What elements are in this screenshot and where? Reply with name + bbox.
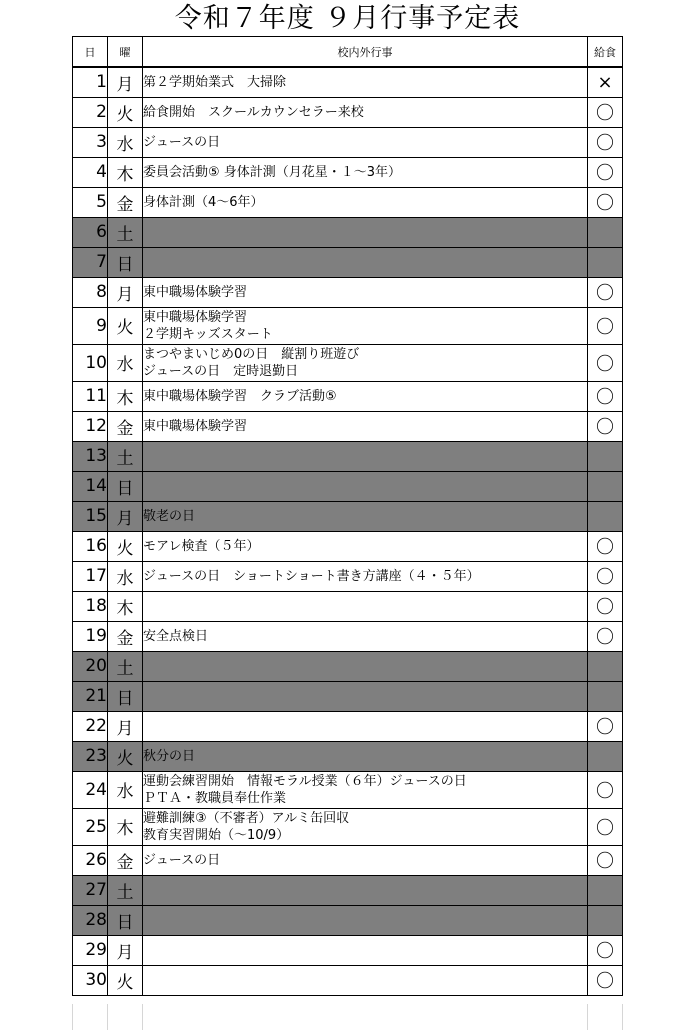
events-cell <box>143 681 588 711</box>
lunch-cell: 〇 <box>588 845 623 875</box>
header-day: 日 <box>73 37 108 68</box>
events-cell: 東中職場体験学習 クラブ活動⑤ <box>143 381 588 411</box>
lunch-cell: 〇 <box>588 157 623 187</box>
day-cell: 12 <box>73 411 108 441</box>
schedule-row <box>73 808 623 845</box>
weekday-cell: 水 <box>108 771 143 808</box>
lunch-cell <box>588 501 623 531</box>
day-cell: 15 <box>73 501 108 531</box>
events-cell: 身体計測（4～6年） <box>143 187 588 217</box>
weekday-cell: 火 <box>108 531 143 561</box>
schedule-row <box>73 905 623 935</box>
schedule-row <box>73 127 623 157</box>
events-cell: 秋分の日 <box>143 741 588 771</box>
header-row <box>73 37 623 68</box>
events-cell: 安全点検日 <box>143 621 588 651</box>
events-cell: 敬老の日 <box>143 501 588 531</box>
schedule-row <box>73 531 623 561</box>
day-cell: 25 <box>73 808 108 845</box>
lunch-cell <box>588 441 623 471</box>
weekday-cell: 月 <box>108 501 143 531</box>
events-cell <box>143 935 588 965</box>
weekday-cell: 月 <box>108 711 143 741</box>
weekday-cell: 水 <box>108 344 143 381</box>
lunch-cell: 〇 <box>588 277 623 307</box>
day-cell: 16 <box>73 531 108 561</box>
day-cell: 30 <box>73 965 108 995</box>
weekday-cell: 火 <box>108 307 143 344</box>
header-weekday: 曜 <box>108 37 143 68</box>
day-cell: 18 <box>73 591 108 621</box>
schedule-row <box>73 307 623 344</box>
weekday-cell: 月 <box>108 67 143 97</box>
weekday-cell: 火 <box>108 965 143 995</box>
events-cell: モアレ検査（５年） <box>143 531 588 561</box>
page-title: 令和７年度 ９月行事予定表 <box>174 3 521 34</box>
lunch-cell: 〇 <box>588 965 623 995</box>
lunch-cell: 〇 <box>588 307 623 344</box>
day-cell: 20 <box>73 651 108 681</box>
schedule-row <box>73 621 623 651</box>
schedule-row <box>73 187 623 217</box>
schedule-row <box>73 157 623 187</box>
weekday-cell: 木 <box>108 157 143 187</box>
events-cell: ジュースの日 ショートショート書き方講座（４・５年） <box>143 561 588 591</box>
day-cell: 27 <box>73 875 108 905</box>
events-cell <box>143 651 588 681</box>
day-cell: 1 <box>73 67 108 97</box>
events-cell: 避難訓練③（不審者）アルミ缶回収 教育実習開始（～10/9） <box>143 808 588 845</box>
schedule-row <box>73 277 623 307</box>
events-cell: ジュースの日 <box>143 127 588 157</box>
schedule-table <box>72 36 623 996</box>
schedule-row <box>73 67 623 97</box>
day-cell: 22 <box>73 711 108 741</box>
lunch-cell <box>588 651 623 681</box>
weekday-cell: 日 <box>108 905 143 935</box>
events-cell <box>143 875 588 905</box>
day-cell: 4 <box>73 157 108 187</box>
events-cell <box>143 905 588 935</box>
day-cell: 19 <box>73 621 108 651</box>
schedule-row <box>73 771 623 808</box>
weekday-cell: 水 <box>108 561 143 591</box>
day-cell: 24 <box>73 771 108 808</box>
lunch-cell: 〇 <box>588 561 623 591</box>
events-cell <box>143 711 588 741</box>
lunch-cell <box>588 741 623 771</box>
lunch-cell <box>588 905 623 935</box>
weekday-cell: 水 <box>108 127 143 157</box>
lunch-cell: 〇 <box>588 711 623 741</box>
events-cell <box>143 591 588 621</box>
events-cell: 運動会練習開始 情報モラル授業（６年）ジュースの日 ＰＴＡ・教職員奉仕作業 <box>143 771 588 808</box>
schedule-row <box>73 935 623 965</box>
events-cell <box>143 965 588 995</box>
schedule-row <box>73 344 623 381</box>
weekday-cell: 日 <box>108 247 143 277</box>
weekday-cell: 金 <box>108 845 143 875</box>
day-cell: 14 <box>73 471 108 501</box>
day-cell: 5 <box>73 187 108 217</box>
header-lunch: 給食 <box>588 37 623 68</box>
events-cell: まつやまいじめ0の日 縦割り班遊び ジュースの日 定時退勤日 <box>143 344 588 381</box>
weekday-cell: 金 <box>108 187 143 217</box>
schedule-row <box>73 651 623 681</box>
day-cell: 10 <box>73 344 108 381</box>
lunch-cell <box>588 217 623 247</box>
day-cell: 13 <box>73 441 108 471</box>
schedule-row <box>73 875 623 905</box>
weekday-cell: 金 <box>108 411 143 441</box>
weekday-cell: 火 <box>108 97 143 127</box>
events-cell: 委員会活動⑤ 身体計測（月花星・１～3年） <box>143 157 588 187</box>
lunch-cell: 〇 <box>588 621 623 651</box>
schedule-row <box>73 441 623 471</box>
events-cell: 東中職場体験学習 <box>143 277 588 307</box>
schedule-row <box>73 411 623 441</box>
lunch-cell: 〇 <box>588 771 623 808</box>
lunch-cell <box>588 247 623 277</box>
day-cell: 6 <box>73 217 108 247</box>
weekday-cell: 月 <box>108 935 143 965</box>
events-cell <box>143 247 588 277</box>
schedule-row <box>73 217 623 247</box>
events-cell: 第２学期始業式 大掃除 <box>143 67 588 97</box>
day-cell: 17 <box>73 561 108 591</box>
schedule-row <box>73 681 623 711</box>
weekday-cell: 日 <box>108 471 143 501</box>
header-events: 校内外行事 <box>143 37 588 68</box>
weekday-cell: 土 <box>108 441 143 471</box>
weekday-cell: 土 <box>108 875 143 905</box>
events-cell <box>143 217 588 247</box>
weekday-cell: 土 <box>108 651 143 681</box>
day-cell: 29 <box>73 935 108 965</box>
day-cell: 2 <box>73 97 108 127</box>
lunch-cell: 〇 <box>588 97 623 127</box>
day-cell: 23 <box>73 741 108 771</box>
weekday-cell: 木 <box>108 591 143 621</box>
day-cell: 3 <box>73 127 108 157</box>
schedule-row <box>73 381 623 411</box>
schedule-row <box>73 471 623 501</box>
weekday-cell: 日 <box>108 681 143 711</box>
day-cell: 8 <box>73 277 108 307</box>
lunch-cell: × <box>588 67 623 97</box>
lunch-cell <box>588 875 623 905</box>
lunch-cell: 〇 <box>588 531 623 561</box>
sheet-gridlines <box>72 1004 623 1030</box>
events-cell: 給食開始 スクールカウンセラー来校 <box>143 97 588 127</box>
weekday-cell: 木 <box>108 381 143 411</box>
schedule-row <box>73 965 623 995</box>
lunch-cell: 〇 <box>588 344 623 381</box>
schedule-row <box>73 247 623 277</box>
day-cell: 28 <box>73 905 108 935</box>
lunch-cell: 〇 <box>588 935 623 965</box>
lunch-cell <box>588 471 623 501</box>
lunch-cell <box>588 681 623 711</box>
lunch-cell: 〇 <box>588 591 623 621</box>
weekday-cell: 金 <box>108 621 143 651</box>
weekday-cell: 土 <box>108 217 143 247</box>
events-cell: 東中職場体験学習 ２学期キッズスタート <box>143 307 588 344</box>
schedule-row <box>73 741 623 771</box>
weekday-cell: 月 <box>108 277 143 307</box>
lunch-cell: 〇 <box>588 808 623 845</box>
day-cell: 7 <box>73 247 108 277</box>
events-cell: 東中職場体験学習 <box>143 411 588 441</box>
day-cell: 26 <box>73 845 108 875</box>
events-cell: ジュースの日 <box>143 845 588 875</box>
schedule-row <box>73 501 623 531</box>
schedule-row <box>73 561 623 591</box>
lunch-cell: 〇 <box>588 127 623 157</box>
schedule-row <box>73 845 623 875</box>
weekday-cell: 木 <box>108 808 143 845</box>
schedule-row <box>73 711 623 741</box>
day-cell: 9 <box>73 307 108 344</box>
lunch-cell: 〇 <box>588 381 623 411</box>
schedule-body <box>73 67 623 995</box>
day-cell: 11 <box>73 381 108 411</box>
day-cell: 21 <box>73 681 108 711</box>
schedule-row <box>73 591 623 621</box>
lunch-cell: 〇 <box>588 411 623 441</box>
weekday-cell: 火 <box>108 741 143 771</box>
events-cell <box>143 471 588 501</box>
events-cell <box>143 441 588 471</box>
schedule-row <box>73 97 623 127</box>
lunch-cell: 〇 <box>588 187 623 217</box>
